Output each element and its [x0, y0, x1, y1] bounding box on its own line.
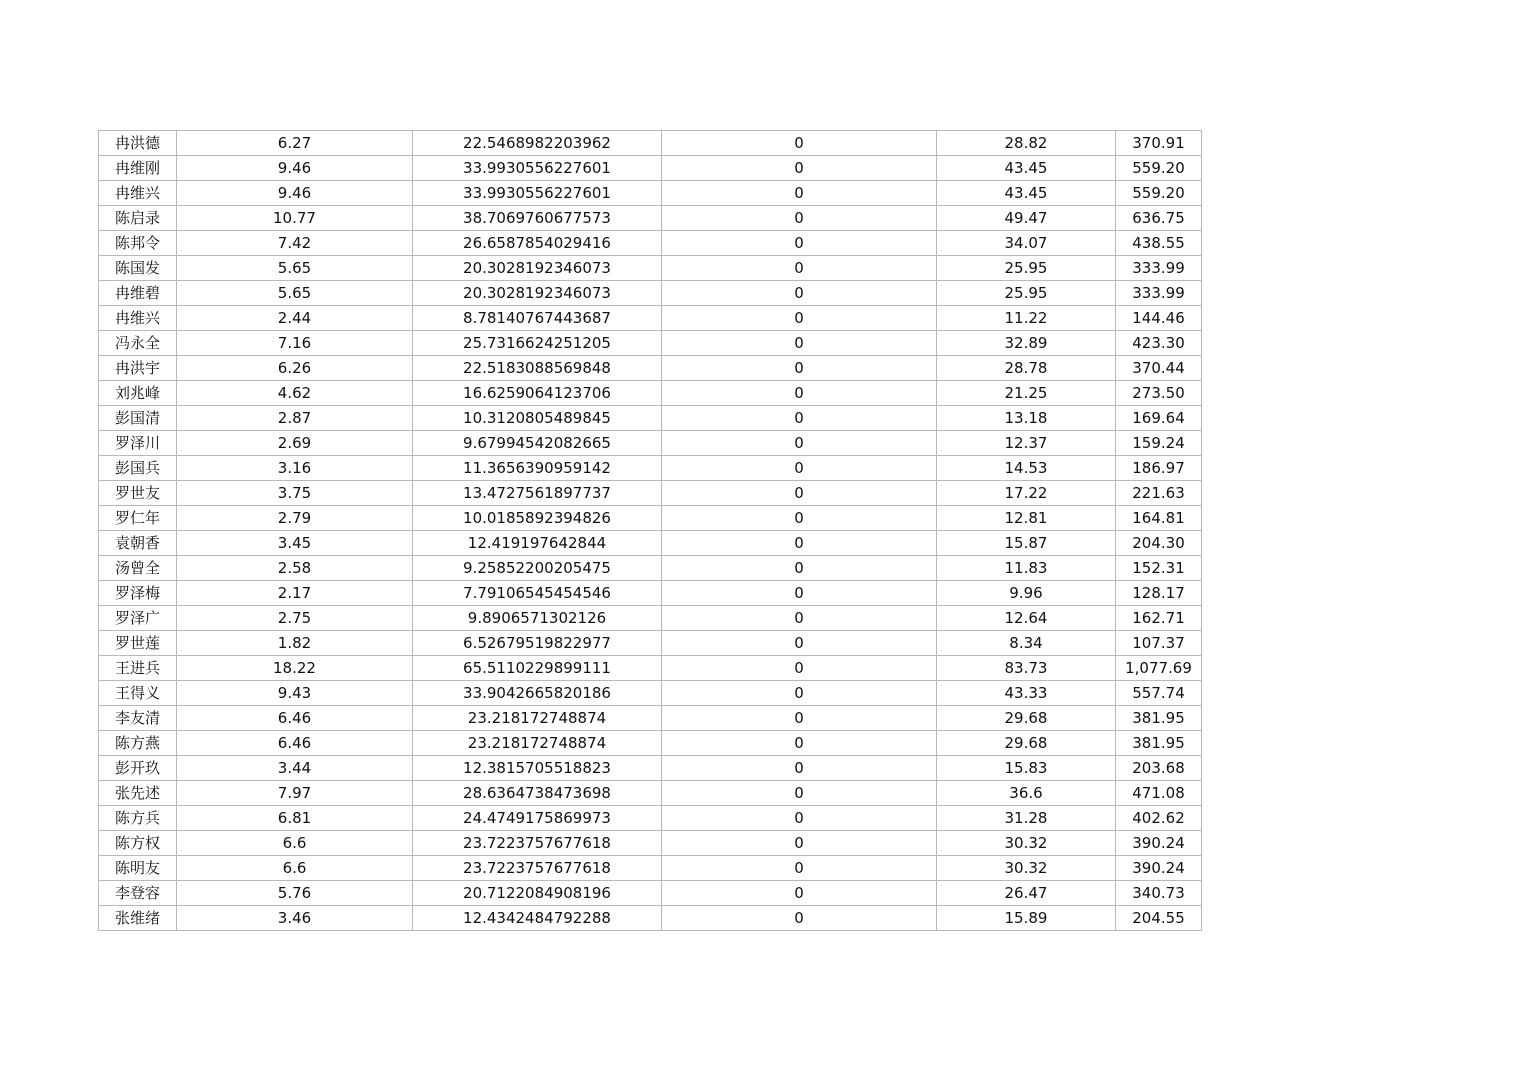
- name-cell: 刘兆峰: [99, 381, 177, 406]
- table-row: [99, 331, 1202, 356]
- value-d-cell: 30.32: [937, 856, 1116, 881]
- name-cell: 冉洪宇: [99, 356, 177, 381]
- value-b-cell: 7.79106545454546: [413, 581, 662, 606]
- amount-cell: 333.99: [1116, 281, 1202, 306]
- name-cell: 袁朝香: [99, 531, 177, 556]
- value-c-cell: 0: [662, 656, 937, 681]
- table-row: [99, 406, 1202, 431]
- amount-cell: 559.20: [1116, 181, 1202, 206]
- value-d-cell: 43.33: [937, 681, 1116, 706]
- value-d-cell: 13.18: [937, 406, 1116, 431]
- value-d-cell: 21.25: [937, 381, 1116, 406]
- name-cell: 张先述: [99, 781, 177, 806]
- spreadsheet-page: [98, 130, 1202, 931]
- table-row: [99, 731, 1202, 756]
- value-d-cell: 12.37: [937, 431, 1116, 456]
- value-c-cell: 0: [662, 406, 937, 431]
- value-d-cell: 17.22: [937, 481, 1116, 506]
- table-row: [99, 656, 1202, 681]
- value-a-cell: 2.87: [177, 406, 413, 431]
- table-row: [99, 706, 1202, 731]
- value-d-cell: 43.45: [937, 181, 1116, 206]
- value-c-cell: 0: [662, 681, 937, 706]
- value-b-cell: 20.3028192346073: [413, 281, 662, 306]
- value-d-cell: 14.53: [937, 456, 1116, 481]
- value-c-cell: 0: [662, 606, 937, 631]
- name-cell: 汤曾全: [99, 556, 177, 581]
- value-b-cell: 23.7223757677618: [413, 856, 662, 881]
- value-a-cell: 2.44: [177, 306, 413, 331]
- value-c-cell: 0: [662, 831, 937, 856]
- amount-cell: 381.95: [1116, 706, 1202, 731]
- value-b-cell: 65.5110229899111: [413, 656, 662, 681]
- value-b-cell: 13.4727561897737: [413, 481, 662, 506]
- value-b-cell: 23.218172748874: [413, 706, 662, 731]
- amount-cell: 557.74: [1116, 681, 1202, 706]
- table-body: [99, 131, 1202, 931]
- value-b-cell: 12.419197642844: [413, 531, 662, 556]
- table-row: [99, 806, 1202, 831]
- value-b-cell: 9.67994542082665: [413, 431, 662, 456]
- table-row: [99, 131, 1202, 156]
- table-row: [99, 481, 1202, 506]
- value-b-cell: 10.3120805489845: [413, 406, 662, 431]
- value-c-cell: 0: [662, 456, 937, 481]
- value-c-cell: 0: [662, 156, 937, 181]
- value-a-cell: 2.75: [177, 606, 413, 631]
- value-d-cell: 11.83: [937, 556, 1116, 581]
- value-a-cell: 6.46: [177, 731, 413, 756]
- value-d-cell: 8.34: [937, 631, 1116, 656]
- value-b-cell: 11.3656390959142: [413, 456, 662, 481]
- amount-cell: 559.20: [1116, 156, 1202, 181]
- table-row: [99, 906, 1202, 931]
- value-c-cell: 0: [662, 206, 937, 231]
- value-c-cell: 0: [662, 806, 937, 831]
- name-cell: 冉洪德: [99, 131, 177, 156]
- value-d-cell: 9.96: [937, 581, 1116, 606]
- value-b-cell: 25.7316624251205: [413, 331, 662, 356]
- table-row: [99, 681, 1202, 706]
- table-row: [99, 756, 1202, 781]
- value-d-cell: 25.95: [937, 281, 1116, 306]
- amount-cell: 273.50: [1116, 381, 1202, 406]
- value-a-cell: 6.26: [177, 356, 413, 381]
- table-row: [99, 156, 1202, 181]
- value-c-cell: 0: [662, 631, 937, 656]
- amount-cell: 402.62: [1116, 806, 1202, 831]
- value-d-cell: 15.83: [937, 756, 1116, 781]
- value-c-cell: 0: [662, 356, 937, 381]
- table-row: [99, 581, 1202, 606]
- value-b-cell: 22.5468982203962: [413, 131, 662, 156]
- name-cell: 陈方兵: [99, 806, 177, 831]
- amount-cell: 221.63: [1116, 481, 1202, 506]
- value-a-cell: 7.97: [177, 781, 413, 806]
- value-d-cell: 28.78: [937, 356, 1116, 381]
- amount-cell: 340.73: [1116, 881, 1202, 906]
- value-c-cell: 0: [662, 781, 937, 806]
- name-cell: 彭国清: [99, 406, 177, 431]
- amount-cell: 636.75: [1116, 206, 1202, 231]
- value-b-cell: 9.8906571302126: [413, 606, 662, 631]
- value-a-cell: 4.62: [177, 381, 413, 406]
- value-c-cell: 0: [662, 506, 937, 531]
- name-cell: 罗泽广: [99, 606, 177, 631]
- value-b-cell: 12.4342484792288: [413, 906, 662, 931]
- value-a-cell: 2.17: [177, 581, 413, 606]
- amount-cell: 152.31: [1116, 556, 1202, 581]
- value-a-cell: 6.6: [177, 831, 413, 856]
- value-b-cell: 9.25852200205475: [413, 556, 662, 581]
- value-d-cell: 49.47: [937, 206, 1116, 231]
- value-b-cell: 22.5183088569848: [413, 356, 662, 381]
- value-b-cell: 8.78140767443687: [413, 306, 662, 331]
- name-cell: 冯永全: [99, 331, 177, 356]
- value-b-cell: 26.6587854029416: [413, 231, 662, 256]
- table-row: [99, 431, 1202, 456]
- value-d-cell: 32.89: [937, 331, 1116, 356]
- value-b-cell: 20.3028192346073: [413, 256, 662, 281]
- value-a-cell: 3.75: [177, 481, 413, 506]
- amount-cell: 169.64: [1116, 406, 1202, 431]
- value-d-cell: 36.6: [937, 781, 1116, 806]
- value-a-cell: 7.16: [177, 331, 413, 356]
- value-c-cell: 0: [662, 756, 937, 781]
- data-table: [98, 130, 1202, 931]
- value-c-cell: 0: [662, 431, 937, 456]
- name-cell: 陈方权: [99, 831, 177, 856]
- name-cell: 冉维刚: [99, 156, 177, 181]
- value-a-cell: 2.58: [177, 556, 413, 581]
- value-b-cell: 33.9930556227601: [413, 181, 662, 206]
- value-a-cell: 1.82: [177, 631, 413, 656]
- value-c-cell: 0: [662, 531, 937, 556]
- amount-cell: 164.81: [1116, 506, 1202, 531]
- name-cell: 李友清: [99, 706, 177, 731]
- value-a-cell: 3.46: [177, 906, 413, 931]
- amount-cell: 1,077.69: [1116, 656, 1202, 681]
- name-cell: 陈启录: [99, 206, 177, 231]
- table-row: [99, 281, 1202, 306]
- value-a-cell: 5.65: [177, 256, 413, 281]
- table-row: [99, 381, 1202, 406]
- name-cell: 罗世莲: [99, 631, 177, 656]
- value-c-cell: 0: [662, 556, 937, 581]
- table-row: [99, 256, 1202, 281]
- value-c-cell: 0: [662, 706, 937, 731]
- value-a-cell: 5.76: [177, 881, 413, 906]
- value-a-cell: 3.44: [177, 756, 413, 781]
- value-a-cell: 6.46: [177, 706, 413, 731]
- value-d-cell: 34.07: [937, 231, 1116, 256]
- value-a-cell: 9.46: [177, 181, 413, 206]
- value-a-cell: 9.46: [177, 156, 413, 181]
- name-cell: 冉维兴: [99, 181, 177, 206]
- value-a-cell: 6.6: [177, 856, 413, 881]
- value-d-cell: 26.47: [937, 881, 1116, 906]
- table-row: [99, 831, 1202, 856]
- value-d-cell: 29.68: [937, 706, 1116, 731]
- value-c-cell: 0: [662, 906, 937, 931]
- value-a-cell: 7.42: [177, 231, 413, 256]
- name-cell: 彭国兵: [99, 456, 177, 481]
- amount-cell: 438.55: [1116, 231, 1202, 256]
- value-d-cell: 43.45: [937, 156, 1116, 181]
- value-c-cell: 0: [662, 281, 937, 306]
- table-row: [99, 556, 1202, 581]
- amount-cell: 204.30: [1116, 531, 1202, 556]
- amount-cell: 107.37: [1116, 631, 1202, 656]
- value-c-cell: 0: [662, 306, 937, 331]
- value-c-cell: 0: [662, 231, 937, 256]
- value-c-cell: 0: [662, 731, 937, 756]
- amount-cell: 471.08: [1116, 781, 1202, 806]
- name-cell: 彭开玖: [99, 756, 177, 781]
- value-a-cell: 2.79: [177, 506, 413, 531]
- value-d-cell: 25.95: [937, 256, 1116, 281]
- value-a-cell: 2.69: [177, 431, 413, 456]
- amount-cell: 159.24: [1116, 431, 1202, 456]
- amount-cell: 390.24: [1116, 856, 1202, 881]
- value-a-cell: 18.22: [177, 656, 413, 681]
- name-cell: 冉维碧: [99, 281, 177, 306]
- amount-cell: 381.95: [1116, 731, 1202, 756]
- table-row: [99, 356, 1202, 381]
- value-d-cell: 15.87: [937, 531, 1116, 556]
- amount-cell: 203.68: [1116, 756, 1202, 781]
- name-cell: 李登容: [99, 881, 177, 906]
- table-row: [99, 606, 1202, 631]
- table-row: [99, 206, 1202, 231]
- value-a-cell: 3.45: [177, 531, 413, 556]
- table-row: [99, 881, 1202, 906]
- value-d-cell: 15.89: [937, 906, 1116, 931]
- value-b-cell: 10.0185892394826: [413, 506, 662, 531]
- value-b-cell: 16.6259064123706: [413, 381, 662, 406]
- table-row: [99, 306, 1202, 331]
- amount-cell: 128.17: [1116, 581, 1202, 606]
- amount-cell: 390.24: [1116, 831, 1202, 856]
- value-c-cell: 0: [662, 881, 937, 906]
- value-c-cell: 0: [662, 581, 937, 606]
- name-cell: 罗仁年: [99, 506, 177, 531]
- table-row: [99, 856, 1202, 881]
- name-cell: 张维绪: [99, 906, 177, 931]
- value-c-cell: 0: [662, 381, 937, 406]
- value-a-cell: 10.77: [177, 206, 413, 231]
- value-d-cell: 12.64: [937, 606, 1116, 631]
- value-d-cell: 28.82: [937, 131, 1116, 156]
- value-c-cell: 0: [662, 331, 937, 356]
- value-a-cell: 3.16: [177, 456, 413, 481]
- value-d-cell: 30.32: [937, 831, 1116, 856]
- value-c-cell: 0: [662, 481, 937, 506]
- table-row: [99, 231, 1202, 256]
- value-a-cell: 5.65: [177, 281, 413, 306]
- value-d-cell: 12.81: [937, 506, 1116, 531]
- value-b-cell: 38.7069760677573: [413, 206, 662, 231]
- value-b-cell: 6.52679519822977: [413, 631, 662, 656]
- value-a-cell: 9.43: [177, 681, 413, 706]
- table-row: [99, 531, 1202, 556]
- table-row: [99, 781, 1202, 806]
- value-d-cell: 31.28: [937, 806, 1116, 831]
- name-cell: 陈明友: [99, 856, 177, 881]
- table-row: [99, 456, 1202, 481]
- table-row: [99, 631, 1202, 656]
- value-a-cell: 6.81: [177, 806, 413, 831]
- name-cell: 罗泽梅: [99, 581, 177, 606]
- amount-cell: 204.55: [1116, 906, 1202, 931]
- value-c-cell: 0: [662, 256, 937, 281]
- name-cell: 陈国发: [99, 256, 177, 281]
- name-cell: 罗世友: [99, 481, 177, 506]
- value-b-cell: 24.4749175869973: [413, 806, 662, 831]
- value-d-cell: 11.22: [937, 306, 1116, 331]
- value-c-cell: 0: [662, 181, 937, 206]
- name-cell: 罗泽川: [99, 431, 177, 456]
- amount-cell: 144.46: [1116, 306, 1202, 331]
- value-a-cell: 6.27: [177, 131, 413, 156]
- value-c-cell: 0: [662, 856, 937, 881]
- amount-cell: 162.71: [1116, 606, 1202, 631]
- table-row: [99, 181, 1202, 206]
- name-cell: 王得义: [99, 681, 177, 706]
- amount-cell: 370.44: [1116, 356, 1202, 381]
- value-b-cell: 23.7223757677618: [413, 831, 662, 856]
- value-b-cell: 20.7122084908196: [413, 881, 662, 906]
- value-b-cell: 12.3815705518823: [413, 756, 662, 781]
- name-cell: 陈邦令: [99, 231, 177, 256]
- amount-cell: 333.99: [1116, 256, 1202, 281]
- value-b-cell: 33.9042665820186: [413, 681, 662, 706]
- amount-cell: 370.91: [1116, 131, 1202, 156]
- value-d-cell: 83.73: [937, 656, 1116, 681]
- name-cell: 陈方燕: [99, 731, 177, 756]
- amount-cell: 423.30: [1116, 331, 1202, 356]
- value-d-cell: 29.68: [937, 731, 1116, 756]
- value-b-cell: 28.6364738473698: [413, 781, 662, 806]
- value-b-cell: 33.9930556227601: [413, 156, 662, 181]
- value-b-cell: 23.218172748874: [413, 731, 662, 756]
- value-c-cell: 0: [662, 131, 937, 156]
- table-row: [99, 506, 1202, 531]
- name-cell: 冉维兴: [99, 306, 177, 331]
- amount-cell: 186.97: [1116, 456, 1202, 481]
- name-cell: 王进兵: [99, 656, 177, 681]
